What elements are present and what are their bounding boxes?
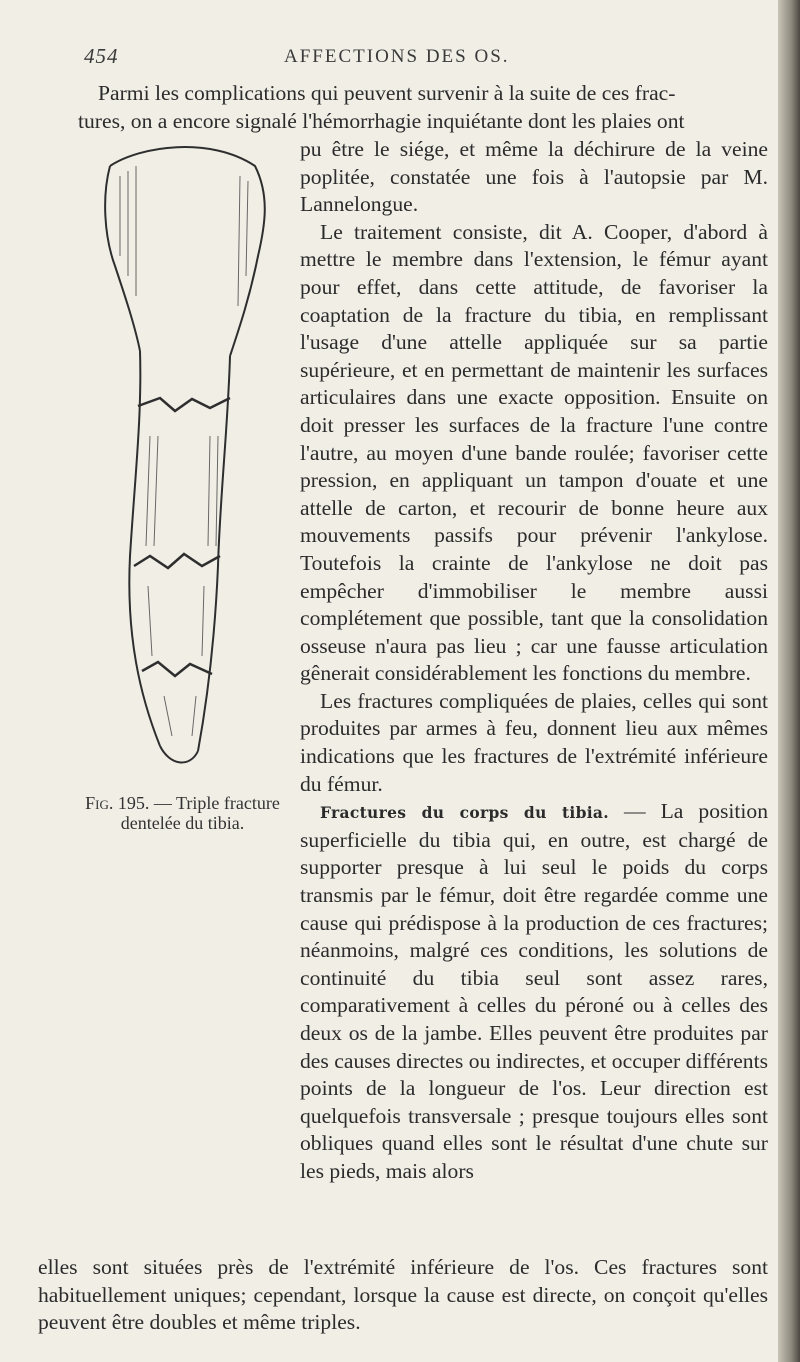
page-header [84,44,704,74]
intro-line-1: Parmi les complications qui peuvent survenir à la suite de ces frac- [98,81,676,105]
paragraph-treatment: Le traitement consiste, dit A. Cooper, d'abord à mettre le membre dans l'extension, le fémur ayant pour effet, dans cette attitude, de favoriser la coaptation de la fracture du tibia, en remplissant l'usage d'une attelle appliquée sur sa partie supérieure, et en permettant de maintenir les surfaces articulaires dans une exacte opposition. Ensuite on doit presser les surfaces de la fracture l'une contre l'autre, au moyen d'une bande roulée; favoriser cette pression, en appliquant un tampon d'ouate et une attelle de carton, et recourir de bonne heure aux mouvements passifs pour prévenir l'ankylose. Toutefois la crainte de l'ankylose ne doit pas empêcher d'immobiliser le membre aussi complétement que possible, tant que la consolidation osseuse n'aura pas lieu ; car une fausse articulation gênerait considérablement les fonctions du membre. [300,219,768,686]
intro-line-2: tures, on a encore signalé l'hémorrhagie inquiétante dont les plaies ont [78,108,685,133]
tibia-fracture-illustration [80,136,290,786]
paragraph-continuation: pu être le siége, et même la déchirure de la veine poplitée, constatée une fois à l'autopsie par M. Lannelongue. [300,137,768,217]
running-head: AFFECTIONS DES OS. [284,46,510,67]
figure-caption-text: — Triple fracture dentelée du tibia. [120,793,280,833]
paragraph-complicated-fractures: Les fractures compliquées de plaies, celles qui sont produites par armes à feu, donnent lieu aux mêmes indications que les fractures de l'extrémité inférieure du fémur. [300,688,768,796]
figure-label: Fig. 195. [85,793,150,813]
book-spine-edge [778,0,800,1362]
tibia-bone-drawing [80,136,290,786]
figure-caption [80,793,285,833]
paragraph-closing: elles sont situées près de l'extrémité inférieure de l'os. Ces fractures sont habituellement uniques; cependant, lorsque la cause est directe, on conçoit qu'elles peuvent être doubles et même triples. [38,1255,768,1335]
section-text: — La position superficielle du tibia qui, en outre, est chargé de supporter presque à lui seul le poids du corps transmis par le fémur, doit être regardée comme une cause qui prédispose à la production de ces fractures; néanmoins, malgré ces conditions, les solutions de continuité du tibia seul sont assez rares, comparativement à celles du péroné ou à celles des deux os de la jambe. Elles peuvent être produites par des causes directes ou indirectes, et occuper différents points de la longueur de l'os. Leur direction est quelquefois transversale ; presque toujours elles sont obliques quand elles sont le résultat d'une chute sur les pieds, mais alors [300,799,769,1183]
paragraph-tibia-shaft [300,798,768,1185]
page-number: 454 [84,44,119,68]
section-heading: Fractures du corps du tibia. [320,803,609,823]
text-column [300,136,768,1186]
